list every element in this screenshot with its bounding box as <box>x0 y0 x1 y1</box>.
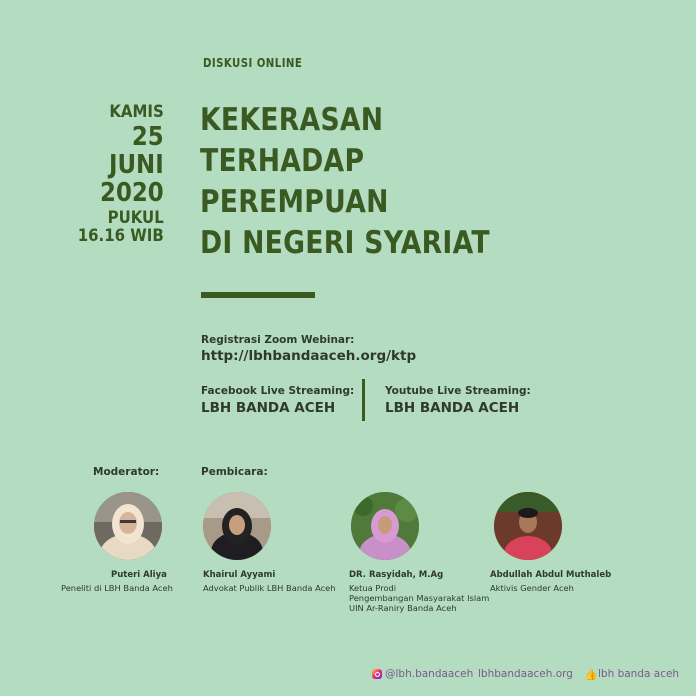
registration-label: Registrasi Zoom Webinar: <box>201 334 355 346</box>
registration-link[interactable]: http://lbhbandaaceh.org/ktp <box>201 348 417 364</box>
speaker-role-line: UIN Ar-Raniry Banda Aceh <box>349 603 457 613</box>
youtube-streaming-value: LBH BANDA ACEH <box>385 400 520 416</box>
title-line: KEKERASAN <box>200 102 384 138</box>
speaker-photo <box>351 492 419 560</box>
date-block <box>66 104 164 245</box>
title-line: DI NEGERI SYARIAT <box>200 225 490 261</box>
footer-instagram[interactable]: @lbh.bandaaceh <box>385 668 474 680</box>
moderator-heading: Moderator: <box>93 466 160 478</box>
speaker-role: Advokat Publik LBH Banda Aceh <box>203 583 336 593</box>
speaker-role-line: Pengembangan Masyarakat Islam <box>349 593 490 603</box>
moderator-name: Puteri Aliya <box>111 570 167 580</box>
speaker-role: Aktivis Gender Aceh <box>490 583 574 593</box>
moderator-photo <box>94 492 162 560</box>
facebook-streaming-value: LBH BANDA ACEH <box>201 400 336 416</box>
date-year: 2020 <box>100 178 164 208</box>
date-number: 25 <box>132 122 164 152</box>
footer-facebook[interactable]: lbh banda aceh <box>598 668 680 680</box>
facebook-like-icon: 👍 <box>584 668 598 681</box>
speaker-photo <box>494 492 562 560</box>
speakers-heading: Pembicara: <box>201 466 268 478</box>
event-type-label: DISKUSI ONLINE <box>203 56 303 70</box>
title-line: PEREMPUAN <box>200 184 389 220</box>
time-value: 16.16 WIB <box>77 226 164 246</box>
streaming-divider <box>362 379 365 421</box>
speaker-name: DR. Rasyidah, M.Ag <box>349 570 444 580</box>
date-month: JUNI <box>109 150 164 180</box>
footer-website[interactable]: lbhbandaaceh.org <box>478 668 573 680</box>
speaker-role-line: Ketua Prodi <box>349 583 397 593</box>
title-underline <box>201 292 315 298</box>
moderator-role: Peneliti di LBH Banda Aceh <box>61 583 173 593</box>
speaker-photo <box>203 492 271 560</box>
instagram-icon <box>372 669 382 679</box>
day-label: KAMIS <box>109 102 164 122</box>
title-line: TERHADAP <box>200 143 365 179</box>
event-title <box>200 100 537 264</box>
speaker-name: Khairul Ayyami <box>203 570 276 580</box>
time-label: PUKUL <box>107 208 164 228</box>
facebook-streaming-label: Facebook Live Streaming: <box>201 385 355 397</box>
youtube-streaming-label: Youtube Live Streaming: <box>385 385 531 397</box>
speaker-name: Abdullah Abdul Muthaleb <box>490 570 612 580</box>
